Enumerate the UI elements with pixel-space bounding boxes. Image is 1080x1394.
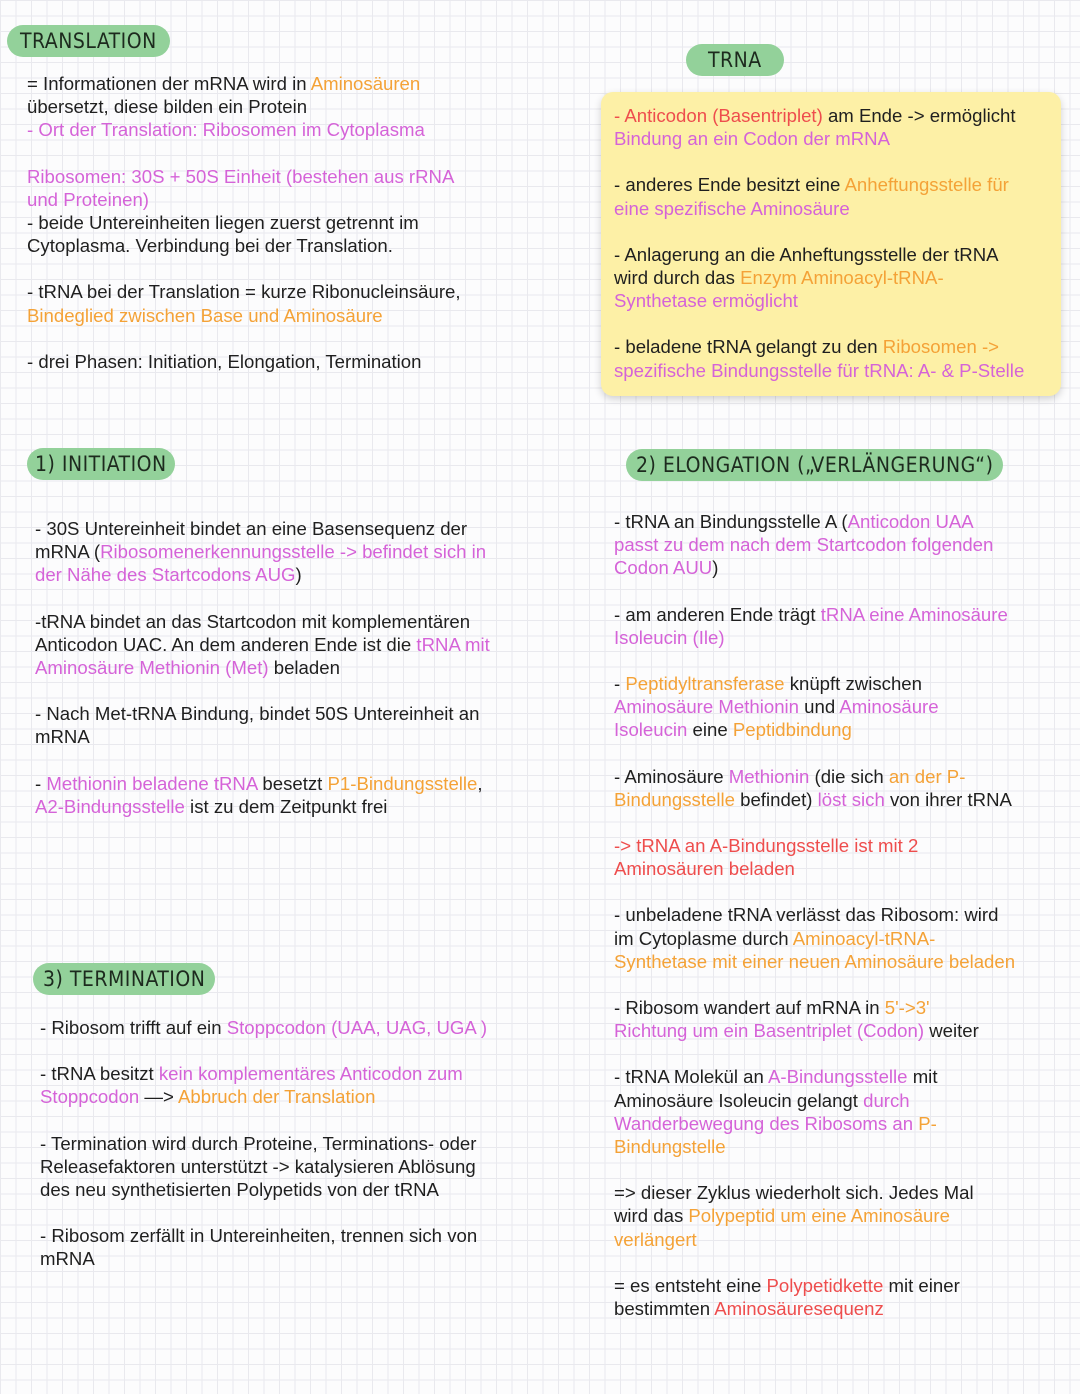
termination-p2 [40, 1062, 570, 1108]
highlight-trna: tRNA mit [416, 633, 490, 655]
elongation-p3 [614, 672, 1064, 742]
highlight-enzym: Enzym Aminoacyl-tRNA- [740, 267, 944, 289]
highlight-methionin: Aminosäure Methionin [614, 696, 800, 718]
text: —> [139, 1086, 179, 1108]
highlight-methionin-2: Methionin [728, 765, 810, 787]
trna-text [614, 104, 1059, 382]
translation-p4 [27, 350, 567, 373]
translation-intro [27, 72, 567, 373]
highlight-p: P- [918, 1112, 937, 1134]
highlight-loest: löst sich [817, 788, 885, 810]
highlight-p-stelle: an der P- [888, 765, 966, 787]
elongation-p7 [614, 996, 1064, 1042]
highlight-a-stelle: -> tRNA an A-Bindungsstelle ist mit 2 [614, 835, 919, 857]
text: Anticodon UAC. An dem anderen Ende ist die [35, 633, 417, 655]
highlight-durch: durch [863, 1089, 910, 1111]
elongation-p6 [614, 903, 1064, 973]
text: weiter [924, 1020, 979, 1042]
trna-p2 [614, 173, 1059, 219]
text: - [614, 673, 626, 695]
text: besetzt [257, 772, 328, 794]
highlight-abbruch: Abbruch der Translation [178, 1086, 376, 1108]
trna-p3 [614, 243, 1059, 313]
highlight-anticodon: - Anticodon (Basentriplet) [614, 105, 823, 126]
highlight-polypeptid: Polypeptid um eine Aminosäure [688, 1205, 950, 1227]
text: und [799, 696, 840, 718]
highlight-ribosomen: Ribosomen: 30S + 50S Einheit (bestehen aus rRNA [27, 165, 455, 187]
text: - [35, 772, 47, 794]
highlight-bindung: Bindung an ein Codon der mRNA [614, 128, 890, 150]
text: - Ribosom zerfällt in Untereinheiten, trennen sich von [40, 1225, 478, 1247]
highlight-enzym: Aminoacyl-tRNA- [792, 927, 936, 949]
highlight-aminosaeuren: Aminosäuren beladen [614, 858, 795, 880]
highlight-anticodon: kein komplementäres Anticodon zum [158, 1063, 463, 1085]
highlight-methionin: Aminosäure Methionin (Met) [35, 657, 269, 679]
text: Aminosäure Isoleucin gelangt [614, 1089, 864, 1111]
text: ) [295, 564, 302, 586]
initiation-p3 [35, 702, 565, 748]
highlight-basentriplet: Richtung um ein Basentriplet (Codon) [614, 1020, 925, 1042]
highlight-peptidbindung: Peptidbindung [732, 719, 852, 741]
text: wird das [614, 1205, 689, 1227]
text: Releasefaktoren unterstützt -> katalysieren Ablösung [40, 1155, 476, 1177]
elongation-p9 [614, 1181, 1064, 1251]
text: befindet) [734, 788, 818, 810]
highlight-a2: A2-Bindungsstelle [35, 795, 185, 817]
text: wird durch das [614, 267, 741, 289]
initiation-p2 [35, 610, 565, 680]
text: - drei Phasen: Initiation, Elongation, Termination [27, 350, 422, 372]
text: mit [907, 1066, 938, 1088]
highlight-aminosaeure: Aminosäure [839, 696, 939, 718]
highlight-codon: Codon AUU [614, 557, 713, 579]
text: mRNA [40, 1248, 95, 1270]
text: - tRNA Molekül an [614, 1066, 768, 1088]
highlight-bindungsstelle: spezifische Bindungsstelle für tRNA: A- & P-Stelle [614, 359, 1025, 381]
highlight-erkennungsstelle: Ribosomenerkennungsstelle -> befindet sich in [100, 541, 487, 563]
text: - am anderen Ende trägt [614, 603, 821, 625]
highlight-bindeglied: Bindeglied zwischen Base und Aminosäure [27, 304, 383, 326]
initiation-p4 [35, 772, 565, 818]
text: - Ribosom wandert auf mRNA in [614, 997, 885, 1019]
translation-p3 [27, 280, 567, 326]
text: - Anlagerung an die Anheftungsstelle der tRNA [614, 243, 999, 265]
highlight-proteinen: und Proteinen) [27, 188, 149, 210]
text: - tRNA besitzt [40, 1063, 159, 1085]
initiation-text [35, 517, 565, 818]
text: am Ende -> ermöglicht [822, 105, 1016, 126]
highlight-verlaengert: verlängert [614, 1228, 697, 1250]
highlight-a-bindungsstelle: A-Bindungsstelle [767, 1066, 908, 1088]
text: - beladene tRNA gelangt zu den [614, 336, 883, 358]
elongation-text [614, 510, 1064, 1320]
text: mRNA [35, 726, 90, 748]
text: Cytoplasma. Verbindung bei der Translation. [27, 235, 393, 257]
highlight-ribosomen: Ribosomen -> [882, 336, 1000, 358]
highlight-ort: - Ort der Translation: Ribosomen im Cytoplasma [27, 119, 425, 141]
highlight-anheftungsstelle: Anheftungsstelle für [844, 174, 1009, 196]
highlight-aminosaeure: eine spezifische Aminosäure [614, 197, 850, 219]
text: - Nach Met-tRNA Bindung, bindet 50S Untereinheit an [35, 703, 480, 725]
elongation-p4 [614, 765, 1064, 811]
termination-p1 [40, 1016, 570, 1039]
text: ) [712, 557, 719, 579]
text: - tRNA an Bindungsstelle A ( [614, 511, 848, 532]
elongation-p10 [614, 1274, 1064, 1320]
text: bestimmten [614, 1298, 715, 1320]
text: - tRNA bei der Translation = kurze Ribonucleinsäure, [27, 281, 461, 303]
text: - beide Untereinheiten liegen zuerst getrennt im [27, 212, 419, 234]
termination-p3 [40, 1132, 570, 1202]
heading-translation: TRANSLATION [7, 25, 170, 57]
text: - anderes Ende besitzt eine [614, 174, 845, 196]
highlight-startcodon: der Nähe des Startcodons AUG [35, 564, 296, 586]
translation-p1 [27, 72, 567, 142]
text: -tRNA bindet an das Startcodon mit komplementären [35, 610, 471, 632]
text: - Termination wird durch Proteine, Terminations- oder [40, 1132, 477, 1154]
highlight-isoleucin: Isoleucin (Ile) [614, 626, 725, 648]
initiation-p1 [35, 517, 565, 587]
text: eine [687, 719, 733, 741]
text: beladen [268, 657, 340, 679]
text: = es entsteht eine [614, 1274, 767, 1296]
heading-initiation: 1) INITIATION [27, 448, 175, 480]
highlight-aminosaeuren: Aminosäuren [310, 73, 421, 94]
heading-trna: TRNA [686, 44, 784, 76]
highlight-sequenz: Aminosäuresequenz [714, 1298, 884, 1320]
heading-termination: 3) TERMINATION [33, 963, 215, 995]
elongation-p8 [614, 1065, 1064, 1158]
text: ist zu dem Zeitpunkt frei [184, 795, 388, 817]
highlight-met-trna: Methionin beladene tRNA [46, 772, 258, 794]
highlight-synthetase: Synthetase mit einer neuen Aminosäure beladen [614, 950, 1016, 972]
highlight-richtung: 5'->3' [884, 997, 930, 1019]
highlight-wanderbewegung: Wanderbewegung des Ribosoms an [614, 1112, 919, 1134]
highlight-stoppcodon: Stoppcodon (UAA, UAG, UGA ) [226, 1017, 488, 1038]
text: , [477, 772, 483, 794]
termination-p4 [40, 1224, 570, 1270]
text: - 30S Untereinheit bindet an eine Basensequenz der [35, 518, 468, 539]
translation-p2 [27, 165, 567, 258]
text: - unbeladene tRNA verlässt das Ribosom: wird [614, 904, 999, 926]
elongation-p1 [614, 510, 1064, 580]
highlight-stoppcodon-2: Stoppcodon [40, 1086, 140, 1108]
highlight-p1: P1-Bindungsstelle [327, 772, 478, 794]
text: mit einer [883, 1274, 960, 1296]
termination-text [40, 1016, 570, 1271]
heading-elongation: 2) ELONGATION („VERLÄNGERUNG“) [626, 449, 1003, 481]
elongation-p2 [614, 603, 1064, 649]
highlight-bindungsstelle: Bindungsstelle [614, 788, 735, 810]
text: - Ribosom trifft auf ein [40, 1017, 227, 1038]
highlight-polypetidkette: Polypetidkette [766, 1274, 884, 1296]
elongation-p5 [614, 834, 1064, 880]
text: - Aminosäure [614, 765, 729, 787]
highlight-isoleucin-2: Isoleucin [614, 719, 688, 741]
text: = Informationen der mRNA wird in [27, 73, 311, 94]
text: => dieser Zyklus wiederholt sich. Jedes Mal [614, 1182, 974, 1204]
trna-p4 [614, 335, 1059, 381]
text: des neu synthetisierten Polypetids von der tRNA [40, 1179, 439, 1201]
trna-p1 [614, 104, 1059, 150]
text: von ihrer tRNA [884, 788, 1012, 810]
text: (die sich [809, 765, 889, 787]
highlight-peptidyltransferase: Peptidyltransferase [625, 673, 785, 695]
text: übersetzt, diese bilden ein Protein [27, 96, 308, 118]
text: mRNA ( [35, 541, 101, 563]
highlight-passt: passt zu dem nach dem Startcodon folgenden [614, 534, 994, 556]
text: knüpft zwischen [784, 673, 922, 695]
highlight-synthetase: Synthetase ermöglicht [614, 290, 798, 312]
highlight-trna: tRNA eine Aminosäure [820, 603, 1008, 625]
text: im Cytoplasme durch [614, 927, 793, 949]
highlight-bindungstelle: Bindungstelle [614, 1136, 726, 1158]
highlight-anticodon: Anticodon UAA [847, 511, 974, 532]
